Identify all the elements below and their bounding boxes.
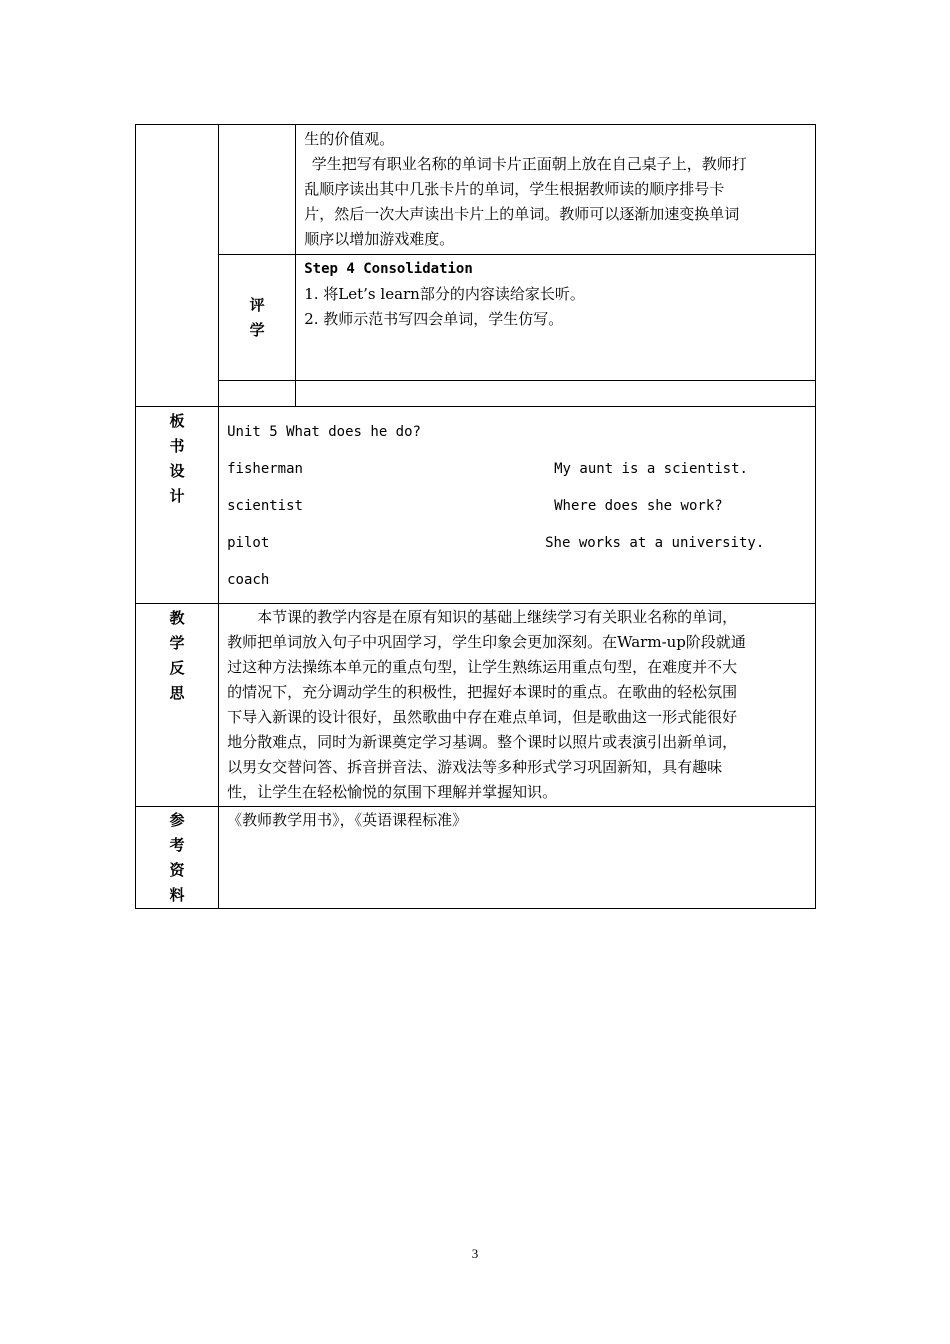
activity-label-cell bbox=[219, 125, 296, 255]
board-word: pilot bbox=[227, 535, 270, 551]
pingxue-row bbox=[136, 255, 816, 381]
label-char: 书 bbox=[169, 437, 185, 455]
board-word: coach bbox=[227, 572, 270, 588]
pingxue-item: 2. 教师示范书写四会单词，学生仿写。 bbox=[304, 310, 564, 328]
label-char: 思 bbox=[169, 684, 185, 702]
page-number: 3 bbox=[471, 1246, 479, 1261]
empty-cell bbox=[296, 381, 816, 407]
step-title: Step 4 Consolidation bbox=[304, 261, 473, 277]
board-sentence: She works at a university. bbox=[545, 535, 765, 551]
label-char: 反 bbox=[169, 659, 185, 677]
references-content bbox=[219, 807, 816, 909]
label-char: 学 bbox=[249, 320, 265, 339]
label-char: 学 bbox=[169, 634, 185, 652]
label-char: 教 bbox=[169, 609, 185, 627]
board-design-row bbox=[136, 407, 816, 604]
board-design-label bbox=[136, 407, 219, 604]
reflection-line: 教师把单词放入句子中巩固学习，学生印象会更加深刻。在Warm-up阶段就通 bbox=[227, 633, 746, 651]
empty-row bbox=[136, 381, 816, 407]
references-text: 《教师教学用书》，《英语课程标准》 bbox=[227, 811, 468, 829]
label-char: 资 bbox=[169, 861, 185, 879]
pingxue-label bbox=[219, 255, 296, 381]
label-char: 计 bbox=[169, 487, 185, 505]
label-char: 料 bbox=[169, 886, 185, 904]
board-sentence: My aunt is a scientist. bbox=[554, 461, 748, 477]
label-char: 评 bbox=[249, 295, 265, 314]
board-word: fisherman bbox=[227, 461, 303, 477]
pingxue-item: 1. 将Let’s learn部分的内容读给家长听。 bbox=[304, 285, 585, 303]
label-char: 板 bbox=[169, 412, 185, 430]
reflection-content bbox=[219, 604, 816, 807]
reflection-line: 的情况下，充分调动学生的积极性，把握好本课时的重点。在歌曲的轻松氛围 bbox=[227, 683, 738, 701]
empty-cell bbox=[219, 381, 296, 407]
reflection-line: 性，让学生在轻松愉悦的氛围下理解并掌握知识。 bbox=[227, 783, 558, 801]
board-title: Unit 5 What does he do? bbox=[227, 424, 421, 440]
label-char: 参 bbox=[169, 811, 185, 829]
activity-line: 片，然后一次大声读出卡片上的单词。教师可以逐渐加速变换单词 bbox=[304, 205, 740, 223]
references-label bbox=[136, 807, 219, 909]
board-sentence: Where does she work? bbox=[554, 498, 723, 514]
references-row bbox=[136, 807, 816, 909]
label-char: 设 bbox=[169, 462, 185, 480]
board-design-content bbox=[219, 407, 816, 604]
reflection-label bbox=[136, 604, 219, 807]
outer-label-cell bbox=[136, 125, 219, 407]
pingxue-content bbox=[296, 255, 816, 381]
reflection-line: 地分散难点，同时为新课奠定学习基调。整个课时以照片或表演引出新单词， bbox=[227, 733, 738, 751]
activity-line: 乱顺序读出其中几张卡片的单词，学生根据教师读的顺序排号卡 bbox=[304, 180, 725, 198]
activity-line: 生的价值观。 bbox=[304, 130, 395, 148]
activity-text-cell bbox=[296, 125, 816, 255]
board-word: scientist bbox=[227, 498, 303, 514]
label-char: 考 bbox=[169, 836, 185, 854]
reflection-line: 下导入新课的设计很好，虽然歌曲中存在难点单词，但是歌曲这一形式能很好 bbox=[227, 708, 738, 726]
activity-row bbox=[136, 125, 816, 255]
lesson-plan-table bbox=[135, 124, 816, 909]
activity-line: 顺序以增加游戏难度。 bbox=[304, 230, 455, 248]
reflection-line: 过这种方法操练本单元的重点句型，让学生熟练运用重点句型，在难度并不大 bbox=[227, 658, 738, 676]
activity-line: 学生把写有职业名称的单词卡片正面朝上放在自己桌子上，教师打 bbox=[311, 155, 747, 173]
reflection-line: 以男女交替问答、拆音拼音法、游戏法等多种形式学习巩固新知，具有趣味 bbox=[227, 758, 723, 776]
reflection-row bbox=[136, 604, 816, 807]
reflection-line: 本节课的教学内容是在原有知识的基础上继续学习有关职业名称的单词， bbox=[257, 608, 738, 626]
